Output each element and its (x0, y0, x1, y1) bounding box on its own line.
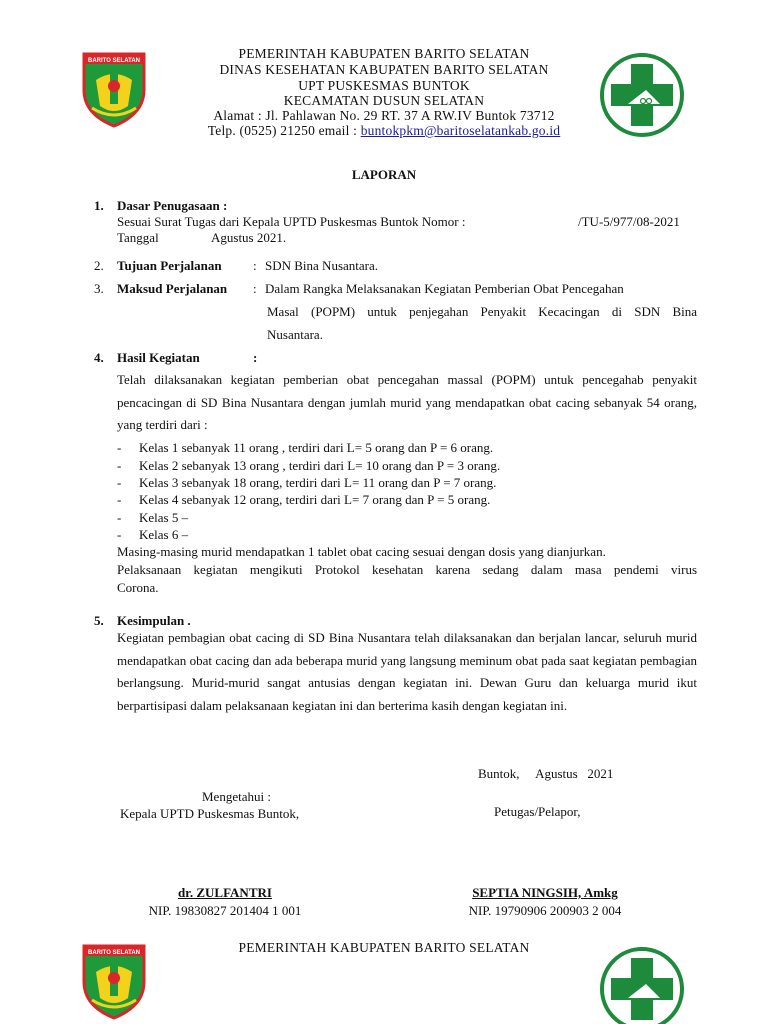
signature-right-name: SEPTIA NINGSIH, Amkg (472, 885, 618, 900)
section-1-letter-number: /TU-5/977/08-2021 (578, 214, 680, 229)
header-line-2: DINAS KESEHATAN KABUPATEN BARITO SELATAN (219, 62, 549, 77)
header-line-1: PEMERINTAH KABUPATEN BARITO SELATAN (238, 46, 530, 61)
section-1-line1-text: Sesuai Surat Tugas dari Kepala UPTD Puskesmas Buntok Nomor : (117, 214, 466, 229)
logo-banner-text: BARITO SELATAN (88, 58, 140, 64)
section-2-colon: : (253, 258, 257, 273)
section-4-after-2: Pelaksanaan kegiatan mengikuti Protokol kesehatan karena sedang dalam masa pendemi virus (117, 562, 697, 577)
section-1-number: 1. (94, 198, 104, 213)
header-phone: Telp. (0525) 21250 email : (207, 123, 361, 138)
header-line-4: KECAMATAN DUSUN SELATAN (283, 93, 485, 108)
section-5-heading: Kesimpulan . (117, 613, 191, 628)
section-3-line2: Masal (POPM) untuk penjegahan Penyakit Kecacingan di SDN Bina (267, 304, 697, 319)
section-2-text: SDN Bina Nusantara. (265, 258, 379, 273)
section-4-number: 4. (94, 350, 104, 365)
footer-logo-banner-text: BARITO SELATAN (88, 950, 140, 956)
signature-place-date: Buntok, Agustus 2021 (478, 766, 614, 781)
signature-left-name: dr. ZULFANTRI (178, 885, 272, 900)
section-5-paragraph: Kegiatan pembagian obat cacing di SD Bina Nusantara telah dilaksanakan dan berjalan lancar, seluruh murid mendapatkan obat cacing dan ada beberapa murid yang langsung meminum obat pada saat kegiatan pembagian berlangsung. Murid-murid sangat antusias dengan kegiatan ini. Dewan Guru dan keluarga murid ikut berpartisipasi dalam pelaksanaan kegiatan ini dan berterima kasih dengan kegiatan ini. (117, 630, 697, 713)
signature-right-label: Petugas/Pelapor, (494, 804, 581, 819)
section-1-date-label: Tanggal (117, 230, 159, 245)
section-5-number: 5. (94, 613, 104, 628)
signature-right-nip: NIP. 19790906 200903 2 004 (468, 903, 622, 918)
section-2-number: 2. (94, 258, 104, 273)
section-3-line3: Nusantara. (267, 327, 323, 342)
section-2-heading: Tujuan Perjalanan (117, 258, 222, 273)
header-email-link[interactable]: buntokpkm@baritoselatankab.go.id (360, 123, 561, 138)
signature-left-label-1: Mengetahui : (202, 789, 271, 804)
signature-left-label-2: Kepala UPTD Puskesmas Buntok, (120, 806, 300, 821)
section-4-colon: : (253, 350, 258, 365)
footer-line-1: PEMERINTAH KABUPATEN BARITO SELATAN (238, 940, 530, 955)
document-title: LAPORAN (351, 167, 417, 182)
header-line-3: UPT PUSKESMAS BUNTOK (298, 78, 470, 93)
section-1-heading: Dasar Penugasaan : (117, 198, 228, 213)
section-4-heading: Hasil Kegiatan (117, 350, 200, 365)
section-4-after-1: Masing-masing murid mendapatkan 1 tablet obat cacing sesuai dengan dosis yang dianjurkan. (117, 544, 606, 559)
header-address: Alamat : Jl. Pahlawan No. 29 RT. 37 A RW.IV Buntok 73712 (213, 108, 555, 123)
section-3-line1: Dalam Rangka Melaksanakan Kegiatan Pemberian Obat Pencegahan (265, 281, 624, 296)
section-4-paragraph: Telah dilaksanakan kegiatan pemberian obat pencegahan massal (POPM) untuk pencegahab penyakit pencacingan di SD Bina Nusantara dengan jumlah murid yang mendapatkan obat cacing sebanyak 54 orang, yang terdiri dari : (117, 372, 697, 432)
puskesmas-cross-logo (598, 50, 686, 140)
section-3-number: 3. (94, 281, 104, 296)
footer-puskesmas-cross-logo (598, 944, 686, 1024)
section-3-colon: : (253, 281, 257, 296)
signature-left-nip: NIP. 19830827 201404 1 001 (148, 903, 302, 918)
section-1-date-value: Agustus 2021. (211, 230, 287, 245)
section-3-heading: Maksud Perjalanan (117, 281, 228, 296)
section-4-after-3: Corona. (117, 580, 159, 595)
